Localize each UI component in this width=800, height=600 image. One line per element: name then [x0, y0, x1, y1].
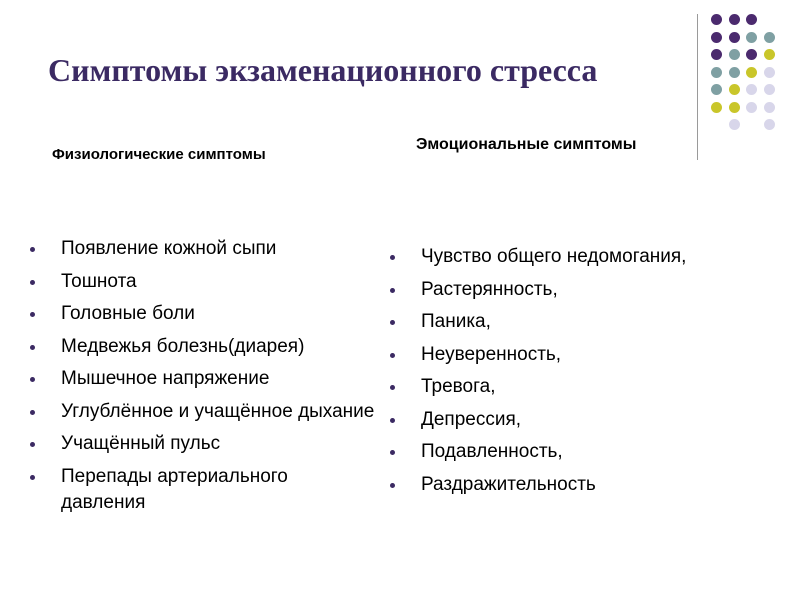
list-item-text: Тошнота — [61, 270, 137, 292]
list-item-text: Подавленность, — [421, 441, 563, 462]
list-item-text: Неуверенность, — [421, 343, 562, 365]
list-item-text: Депрессия, — [421, 408, 522, 430]
slide-title: Симптомы экзаменационного стресса — [48, 52, 598, 88]
decorative-dot — [711, 49, 722, 60]
decorative-dot — [729, 119, 740, 130]
bullet-icon — [390, 385, 395, 390]
bullet-icon — [390, 418, 395, 423]
physiological-heading: Физиологические симптомы — [52, 146, 266, 163]
list-item — [390, 342, 770, 368]
list-item-text: Появление кожной сыпи — [61, 238, 277, 259]
decorative-dot — [746, 14, 757, 25]
list-item-text: Тревога, — [421, 376, 496, 397]
list-item — [390, 277, 770, 303]
list-item — [30, 236, 375, 262]
list-item — [30, 366, 375, 392]
list-item — [390, 374, 770, 400]
list-item — [30, 464, 375, 516]
decorative-divider-line — [697, 14, 698, 160]
decorative-dot — [764, 49, 775, 60]
physiological-symptoms-list — [30, 236, 375, 522]
bullet-icon — [390, 320, 395, 325]
bullet-icon — [30, 280, 35, 285]
bullet-icon — [30, 410, 35, 415]
list-item-text: Раздражительность — [421, 473, 596, 495]
bullet-icon — [390, 353, 395, 358]
bullet-icon — [390, 255, 395, 260]
bullet-icon — [30, 442, 35, 447]
bullet-icon — [30, 475, 35, 480]
decorative-dot — [711, 102, 722, 113]
list-item — [390, 407, 770, 433]
list-item-text: Медвежья болезнь(диарея) — [61, 335, 305, 357]
list-item — [30, 269, 375, 295]
decorative-dot — [746, 84, 757, 95]
list-item — [390, 439, 770, 465]
bullet-icon — [30, 247, 35, 252]
list-item-text: Учащённый пульс — [61, 433, 221, 454]
list-item — [390, 472, 770, 498]
emotional-heading: Эмоциональные симптомы — [416, 136, 637, 153]
bullet-icon — [30, 377, 35, 382]
decorative-dot — [711, 14, 722, 25]
decorative-dot — [764, 67, 775, 78]
decorative-dot — [764, 119, 775, 130]
list-item — [390, 309, 770, 335]
bullet-icon — [390, 288, 395, 293]
decorative-dot — [711, 67, 722, 78]
decorative-dot — [764, 32, 775, 43]
list-item — [30, 334, 375, 360]
decorative-dot — [729, 49, 740, 60]
emotional-symptoms-list — [390, 244, 770, 504]
decorative-dot — [729, 32, 740, 43]
bullet-icon — [390, 483, 395, 488]
list-item — [390, 244, 770, 270]
list-item — [30, 431, 375, 457]
decorative-dot — [746, 102, 757, 113]
list-item-text: Головные боли — [61, 303, 195, 324]
decorative-dot — [746, 49, 757, 60]
decorative-dot — [729, 102, 740, 113]
decorative-dot — [746, 67, 757, 78]
bullet-icon — [30, 345, 35, 350]
list-item-text: Перепады артериального давления — [61, 465, 288, 513]
decorative-dot — [764, 84, 775, 95]
list-item-text: Мышечное напряжение — [61, 368, 270, 389]
list-item-text: Паника, — [421, 311, 491, 332]
decorative-dot — [729, 67, 740, 78]
list-item-text: Растерянность, — [421, 278, 558, 300]
list-item — [30, 399, 375, 425]
list-item — [30, 301, 375, 327]
list-item-text: Углублённое и учащённое дыхание — [61, 400, 375, 422]
bullet-icon — [390, 450, 395, 455]
list-item-text: Чувство общего недомогания, — [421, 246, 687, 267]
decorative-dot — [711, 32, 722, 43]
decorative-dot-grid — [711, 14, 785, 128]
decorative-dot — [764, 102, 775, 113]
bullet-icon — [30, 312, 35, 317]
decorative-dot — [729, 84, 740, 95]
decorative-dot — [729, 14, 740, 25]
decorative-dot — [711, 84, 722, 95]
decorative-dot — [746, 32, 757, 43]
